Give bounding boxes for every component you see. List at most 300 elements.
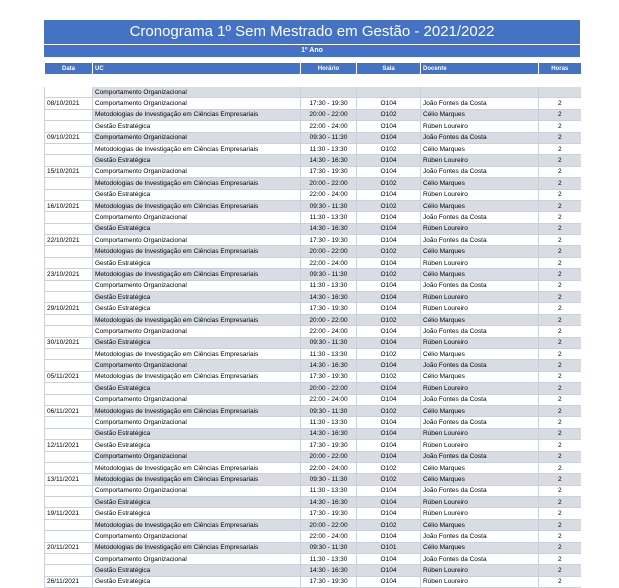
cell-room: O104 <box>357 292 421 303</box>
cell-date <box>45 554 93 565</box>
cell-hours: 2 <box>539 223 581 234</box>
cell-uc: Metodologias de Investigação em Ciências Empresariais <box>93 200 301 211</box>
cell-date <box>45 451 93 462</box>
cell-room: O104 <box>357 565 421 576</box>
cell-date: 09/10/2021 <box>45 132 93 143</box>
cell-date <box>45 87 93 98</box>
table-row <box>45 303 581 314</box>
cell-teacher: Rúben Loureiro <box>421 257 539 268</box>
table-row <box>45 405 581 416</box>
cell-time: 14:30 - 16:30 <box>301 223 357 234</box>
cell-room: O102 <box>357 474 421 485</box>
cell-hours: 2 <box>539 405 581 416</box>
cell-room: O104 <box>357 554 421 565</box>
cell-hours: 2 <box>539 155 581 166</box>
cell-time: 17:30 - 19:30 <box>301 303 357 314</box>
cell-uc: Comportamento Organizacional <box>93 280 301 291</box>
table-row <box>45 451 581 462</box>
cell-hours: 2 <box>539 292 581 303</box>
cell-teacher: João Fontes da Costa <box>421 280 539 291</box>
cell-uc: Gestão Estratégica <box>93 383 301 394</box>
cell-date <box>45 394 93 405</box>
cell-time: 20:00 - 22:00 <box>301 178 357 189</box>
table-row <box>45 257 581 268</box>
cell-time: 09:30 - 11:30 <box>301 405 357 416</box>
cell-hours: 2 <box>539 451 581 462</box>
cell-uc: Gestão Estratégica <box>93 189 301 200</box>
cell-teacher: Rúben Loureiro <box>421 508 539 519</box>
cell-uc: Metodologias de Investigação em Ciências Empresariais <box>93 246 301 257</box>
cell-hours: 2 <box>539 428 581 439</box>
cell-time: 09:30 - 11:30 <box>301 132 357 143</box>
cell-hours: 2 <box>539 485 581 496</box>
cell-hours: 2 <box>539 121 581 132</box>
cell-uc: Comportamento Organizacional <box>93 417 301 428</box>
cell-date: 29/10/2021 <box>45 303 93 314</box>
cell-time: 17:30 - 19:30 <box>301 235 357 246</box>
cell-date <box>45 121 93 132</box>
cell-time: 11:30 - 13:30 <box>301 280 357 291</box>
cell-room: O104 <box>357 223 421 234</box>
cell-uc: Gestão Estratégica <box>93 257 301 268</box>
cell-teacher: Célio Marques <box>421 519 539 530</box>
cell-time: 09:30 - 11:30 <box>301 269 357 280</box>
cell-teacher: Rúben Loureiro <box>421 440 539 451</box>
cell-date <box>45 178 93 189</box>
cell-teacher <box>421 87 539 98</box>
cell-room: O102 <box>357 246 421 257</box>
cell-teacher: João Fontes da Costa <box>421 394 539 405</box>
cell-time: 09:30 - 11:30 <box>301 337 357 348</box>
cell-uc: Gestão Estratégica <box>93 337 301 348</box>
table-row <box>45 576 581 587</box>
cell-date: 20/11/2021 <box>45 542 93 553</box>
cell-teacher: João Fontes da Costa <box>421 326 539 337</box>
cell-teacher: João Fontes da Costa <box>421 212 539 223</box>
cell-room: O102 <box>357 109 421 120</box>
cell-time: 20:00 - 22:00 <box>301 383 357 394</box>
cell-room: O104 <box>357 132 421 143</box>
cell-teacher: Célio Marques <box>421 371 539 382</box>
cell-uc: Gestão Estratégica <box>93 508 301 519</box>
cell-uc: Comportamento Organizacional <box>93 531 301 542</box>
table-row <box>45 132 581 143</box>
cell-teacher: João Fontes da Costa <box>421 485 539 496</box>
cell-teacher: João Fontes da Costa <box>421 166 539 177</box>
cell-room: O104 <box>357 531 421 542</box>
cell-uc: Metodologias de Investigação em Ciências Empresariais <box>93 178 301 189</box>
cell-hours: 2 <box>539 462 581 473</box>
cell-date: 08/10/2021 <box>45 98 93 109</box>
cell-date <box>45 428 93 439</box>
cell-room: O104 <box>357 451 421 462</box>
cell-date: 26/11/2021 <box>45 576 93 587</box>
cell-date: 05/11/2021 <box>45 371 93 382</box>
cell-hours: 2 <box>539 383 581 394</box>
cell-time: 14:30 - 16:30 <box>301 155 357 166</box>
header-horario: Horário <box>301 63 357 74</box>
cell-uc: Gestão Estratégica <box>93 155 301 166</box>
header-data: Data <box>45 63 93 74</box>
cell-teacher: Célio Marques <box>421 462 539 473</box>
cell-uc: Metodologias de Investigação em Ciências Empresariais <box>93 405 301 416</box>
cell-hours: 2 <box>539 235 581 246</box>
cell-uc: Metodologias de Investigação em Ciências Empresariais <box>93 462 301 473</box>
cell-time: 09:30 - 11:30 <box>301 542 357 553</box>
table-row <box>45 235 581 246</box>
cell-date: 16/10/2021 <box>45 200 93 211</box>
cell-date <box>45 497 93 508</box>
cell-teacher: Rúben Loureiro <box>421 576 539 587</box>
cell-hours: 2 <box>539 178 581 189</box>
cell-hours: 2 <box>539 565 581 576</box>
cell-uc: Comportamento Organizacional <box>93 132 301 143</box>
table-row <box>45 166 581 177</box>
cell-teacher: João Fontes da Costa <box>421 360 539 371</box>
cell-hours: 2 <box>539 280 581 291</box>
cell-date <box>45 189 93 200</box>
cell-uc: Comportamento Organizacional <box>93 485 301 496</box>
cell-date <box>45 143 93 154</box>
cell-uc: Metodologias de Investigação em Ciências Empresariais <box>93 314 301 325</box>
cell-teacher: Célio Marques <box>421 246 539 257</box>
cell-time: 20:00 - 22:00 <box>301 314 357 325</box>
cell-time: 11:30 - 13:30 <box>301 143 357 154</box>
table-row <box>45 360 581 371</box>
table-row <box>45 428 581 439</box>
table-row <box>45 326 581 337</box>
cell-room: O104 <box>357 303 421 314</box>
cell-teacher: Rúben Loureiro <box>421 189 539 200</box>
cell-date: 30/10/2021 <box>45 337 93 348</box>
cell-teacher: Célio Marques <box>421 405 539 416</box>
cell-hours: 2 <box>539 497 581 508</box>
cell-hours: 2 <box>539 269 581 280</box>
cell-teacher: Rúben Loureiro <box>421 497 539 508</box>
cell-hours: 2 <box>539 314 581 325</box>
cell-uc: Metodologias de Investigação em Ciências Empresariais <box>93 109 301 120</box>
cell-room: O102 <box>357 405 421 416</box>
cell-date: 12/11/2021 <box>45 440 93 451</box>
cell-room: O104 <box>357 98 421 109</box>
cell-teacher: Célio Marques <box>421 109 539 120</box>
cell-time: 11:30 - 13:30 <box>301 485 357 496</box>
cell-room: O101 <box>357 542 421 553</box>
cell-time: 11:30 - 13:30 <box>301 554 357 565</box>
cell-room: O104 <box>357 485 421 496</box>
cell-uc: Metodologias de Investigação em Ciências Empresariais <box>93 474 301 485</box>
table-row <box>45 462 581 473</box>
cell-room: O104 <box>357 121 421 132</box>
cell-hours: 2 <box>539 303 581 314</box>
cell-hours: 2 <box>539 246 581 257</box>
cell-room: O104 <box>357 189 421 200</box>
cell-uc: Gestão Estratégica <box>93 121 301 132</box>
cell-room: O104 <box>357 235 421 246</box>
cell-time: 22:00 - 24:00 <box>301 326 357 337</box>
cell-date <box>45 155 93 166</box>
cell-teacher: Rúben Loureiro <box>421 383 539 394</box>
table-row <box>45 383 581 394</box>
cell-teacher: Rúben Loureiro <box>421 155 539 166</box>
table-row <box>45 314 581 325</box>
cell-room: O104 <box>357 428 421 439</box>
table-row <box>45 542 581 553</box>
cell-room: O102 <box>357 462 421 473</box>
cell-teacher: Rúben Loureiro <box>421 337 539 348</box>
cell-time <box>301 87 357 98</box>
cell-time: 17:30 - 19:30 <box>301 98 357 109</box>
cell-time: 17:30 - 19:30 <box>301 508 357 519</box>
table-row <box>45 121 581 132</box>
cell-date <box>45 531 93 542</box>
cell-time: 20:00 - 22:00 <box>301 109 357 120</box>
cell-hours: 2 <box>539 326 581 337</box>
cell-date <box>45 519 93 530</box>
cell-date <box>45 348 93 359</box>
cell-date <box>45 246 93 257</box>
table-row <box>45 98 581 109</box>
cell-room: O104 <box>357 440 421 451</box>
cell-uc: Gestão Estratégica <box>93 223 301 234</box>
cell-hours: 2 <box>539 440 581 451</box>
cell-hours: 2 <box>539 98 581 109</box>
cell-room: O104 <box>357 280 421 291</box>
cell-room: O102 <box>357 269 421 280</box>
cell-date <box>45 109 93 120</box>
table-row <box>45 531 581 542</box>
cell-teacher: Rúben Loureiro <box>421 428 539 439</box>
table-row <box>45 143 581 154</box>
cell-teacher: João Fontes da Costa <box>421 531 539 542</box>
cell-time: 22:00 - 24:00 <box>301 394 357 405</box>
cell-date: 23/10/2021 <box>45 269 93 280</box>
cell-room: O104 <box>357 257 421 268</box>
cell-uc: Comportamento Organizacional <box>93 394 301 405</box>
cell-teacher: Rúben Loureiro <box>421 303 539 314</box>
table-row <box>45 394 581 405</box>
table-row <box>45 519 581 530</box>
cell-uc: Gestão Estratégica <box>93 440 301 451</box>
cell-hours: 2 <box>539 519 581 530</box>
cell-time: 14:30 - 16:30 <box>301 428 357 439</box>
table-row <box>45 554 581 565</box>
schedule-table <box>44 87 581 588</box>
cell-time: 17:30 - 19:30 <box>301 371 357 382</box>
cell-uc: Gestão Estratégica <box>93 497 301 508</box>
cell-uc: Gestão Estratégica <box>93 428 301 439</box>
cell-room: O102 <box>357 143 421 154</box>
cell-hours: 2 <box>539 531 581 542</box>
cell-hours: 2 <box>539 166 581 177</box>
header-docente: Docente <box>421 63 539 74</box>
cell-time: 20:00 - 22:00 <box>301 246 357 257</box>
table-row <box>45 348 581 359</box>
table-row <box>45 292 581 303</box>
cell-hours: 2 <box>539 360 581 371</box>
table-row <box>45 508 581 519</box>
cell-time: 11:30 - 13:30 <box>301 417 357 428</box>
table-row <box>45 246 581 257</box>
cell-teacher: Célio Marques <box>421 269 539 280</box>
cell-uc: Comportamento Organizacional <box>93 235 301 246</box>
cell-room: O104 <box>357 497 421 508</box>
cell-room: O104 <box>357 326 421 337</box>
cell-hours: 2 <box>539 212 581 223</box>
cell-date: 06/11/2021 <box>45 405 93 416</box>
cell-time: 17:30 - 19:30 <box>301 576 357 587</box>
cell-teacher: Rúben Loureiro <box>421 223 539 234</box>
cell-teacher: Célio Marques <box>421 474 539 485</box>
cell-time: 09:30 - 11:30 <box>301 200 357 211</box>
cell-time: 22:00 - 24:00 <box>301 257 357 268</box>
cell-uc: Gestão Estratégica <box>93 303 301 314</box>
cell-time: 22:00 - 24:00 <box>301 189 357 200</box>
table-row <box>45 155 581 166</box>
cell-time: 22:00 - 24:00 <box>301 121 357 132</box>
cell-room: O104 <box>357 360 421 371</box>
cell-teacher: João Fontes da Costa <box>421 554 539 565</box>
cell-date: 19/11/2021 <box>45 508 93 519</box>
cell-time: 14:30 - 16:30 <box>301 497 357 508</box>
cell-uc: Comportamento Organizacional <box>93 360 301 371</box>
cell-hours: 2 <box>539 257 581 268</box>
table-row <box>45 485 581 496</box>
cell-room: O104 <box>357 155 421 166</box>
cell-time: 20:00 - 22:00 <box>301 519 357 530</box>
cell-teacher: João Fontes da Costa <box>421 235 539 246</box>
cell-teacher: Célio Marques <box>421 348 539 359</box>
cell-uc: Metodologias de Investigação em Ciências Empresariais <box>93 348 301 359</box>
cell-uc: Gestão Estratégica <box>93 292 301 303</box>
table-row <box>45 497 581 508</box>
cell-date <box>45 485 93 496</box>
table-header <box>44 63 581 74</box>
cell-teacher: Rúben Loureiro <box>421 121 539 132</box>
table-row <box>45 200 581 211</box>
cell-time: 09:30 - 11:30 <box>301 474 357 485</box>
cell-date <box>45 314 93 325</box>
cell-uc: Gestão Estratégica <box>93 576 301 587</box>
table-row <box>45 212 581 223</box>
cell-date <box>45 280 93 291</box>
cell-uc: Comportamento Organizacional <box>93 87 301 98</box>
cell-teacher: João Fontes da Costa <box>421 451 539 462</box>
cell-date <box>45 383 93 394</box>
cell-room: O102 <box>357 371 421 382</box>
cell-room: O104 <box>357 166 421 177</box>
cell-room: O104 <box>357 417 421 428</box>
cell-hours: 2 <box>539 143 581 154</box>
cell-uc: Comportamento Organizacional <box>93 98 301 109</box>
table-row <box>45 178 581 189</box>
cell-teacher: Rúben Loureiro <box>421 565 539 576</box>
cell-hours: 2 <box>539 189 581 200</box>
cell-room: O102 <box>357 178 421 189</box>
cell-date: 22/10/2021 <box>45 235 93 246</box>
cell-date: 15/10/2021 <box>45 166 93 177</box>
cell-date: 13/11/2021 <box>45 474 93 485</box>
cell-uc: Comportamento Organizacional <box>93 166 301 177</box>
cell-room <box>357 87 421 98</box>
page-title: Cronograma 1º Sem Mestrado em Gestão - 2021/2022 <box>44 20 580 44</box>
table-row <box>45 440 581 451</box>
cell-hours: 2 <box>539 200 581 211</box>
table-row <box>45 565 581 576</box>
table-row <box>45 417 581 428</box>
table-row <box>45 189 581 200</box>
cell-uc: Metodologias de Investigação em Ciências Empresariais <box>93 371 301 382</box>
cell-hours: 2 <box>539 474 581 485</box>
cell-teacher: Célio Marques <box>421 143 539 154</box>
cell-hours: 2 <box>539 554 581 565</box>
cell-teacher: João Fontes da Costa <box>421 417 539 428</box>
cell-uc: Metodologias de Investigação em Ciências Empresariais <box>93 143 301 154</box>
cell-hours: 2 <box>539 337 581 348</box>
cell-hours: 2 <box>539 109 581 120</box>
cell-uc: Metodologias de Investigação em Ciências Empresariais <box>93 519 301 530</box>
cell-teacher: Célio Marques <box>421 178 539 189</box>
cell-date <box>45 462 93 473</box>
cell-time: 14:30 - 16:30 <box>301 360 357 371</box>
cell-room: O104 <box>357 394 421 405</box>
cell-room: O104 <box>357 508 421 519</box>
cell-time: 17:30 - 19:30 <box>301 440 357 451</box>
table-row <box>45 474 581 485</box>
cell-room: O102 <box>357 200 421 211</box>
cell-time: 20:00 - 22:00 <box>301 451 357 462</box>
table-row <box>45 371 581 382</box>
cell-time: 22:00 - 24:00 <box>301 462 357 473</box>
cell-date <box>45 565 93 576</box>
cell-uc: Gestão Estratégica <box>93 565 301 576</box>
cell-date <box>45 223 93 234</box>
cell-date <box>45 417 93 428</box>
header-uc: UC <box>93 63 301 74</box>
cell-teacher: Célio Marques <box>421 542 539 553</box>
table-row <box>45 109 581 120</box>
cell-uc: Comportamento Organizacional <box>93 212 301 223</box>
cell-time: 11:30 - 13:30 <box>301 348 357 359</box>
cell-uc: Metodologias de Investigação em Ciências Empresariais <box>93 269 301 280</box>
cell-room: O102 <box>357 348 421 359</box>
table-row <box>45 223 581 234</box>
cell-uc: Comportamento Organizacional <box>93 326 301 337</box>
cell-hours: 2 <box>539 371 581 382</box>
cell-teacher: Célio Marques <box>421 200 539 211</box>
cell-time: 17:30 - 19:30 <box>301 166 357 177</box>
cell-uc: Comportamento Organizacional <box>93 554 301 565</box>
cell-hours <box>539 87 581 98</box>
cell-time: 14:30 - 16:30 <box>301 292 357 303</box>
cell-hours: 2 <box>539 508 581 519</box>
header-sala: Sala <box>357 63 421 74</box>
cell-uc: Metodologias de Investigação em Ciências Empresariais <box>93 542 301 553</box>
cell-room: O102 <box>357 519 421 530</box>
cell-room: O104 <box>357 383 421 394</box>
year-subtitle: 1º Ano <box>44 45 580 57</box>
table-row <box>45 87 581 98</box>
cell-teacher: Célio Marques <box>421 314 539 325</box>
cell-date <box>45 257 93 268</box>
cell-room: O104 <box>357 337 421 348</box>
cell-teacher: João Fontes da Costa <box>421 132 539 143</box>
cell-time: 22:00 - 24:00 <box>301 531 357 542</box>
cell-date <box>45 326 93 337</box>
cell-teacher: Rúben Loureiro <box>421 292 539 303</box>
cell-time: 11:30 - 13:30 <box>301 212 357 223</box>
header-horas: Horas <box>539 63 581 74</box>
